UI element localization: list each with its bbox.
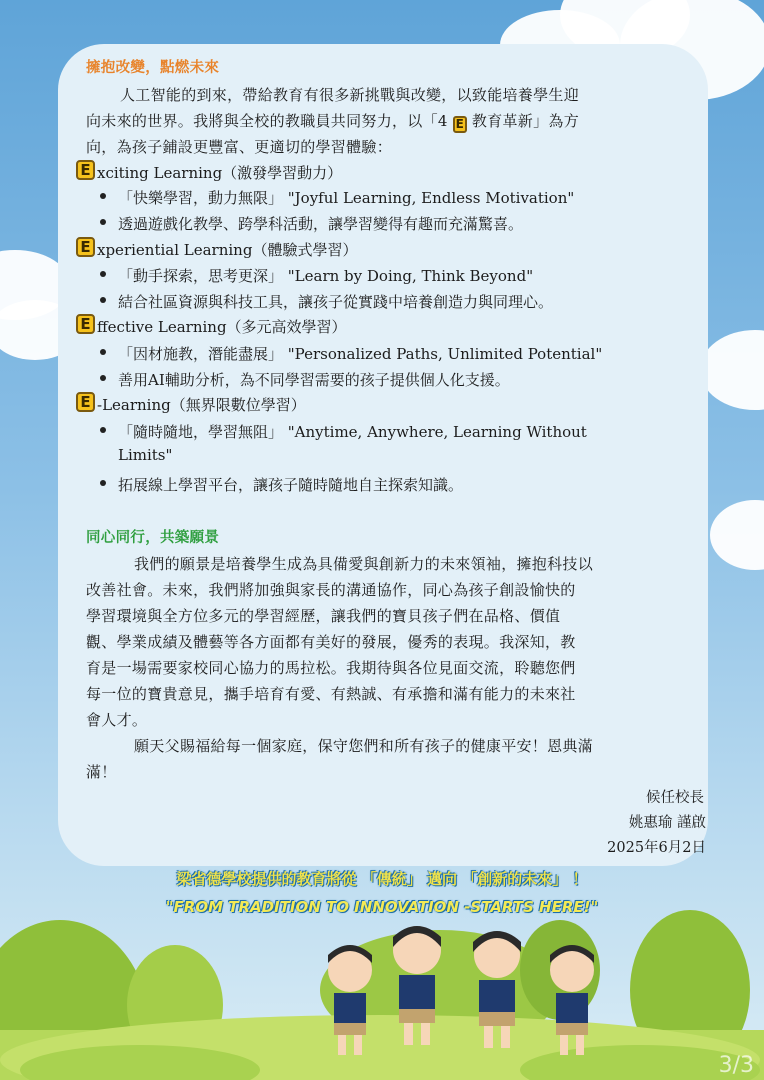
bullet-text: 「快樂學習，動力無限」 "Joyful Learning, Endless Motivation" xyxy=(118,189,575,207)
bullet-text-continued: Limits" xyxy=(118,446,173,464)
bullet-text: 結合社區資源與科技工具，讓孩子從實踐中培養創造力與同理心。 xyxy=(118,293,554,311)
bullet-dot-icon xyxy=(100,349,106,355)
banner-chinese: 梁省德學校提供的教育將從 「傳統」 邁向 「創新的未來」 ！ xyxy=(176,870,588,888)
e-badge-icon: E xyxy=(76,314,95,334)
section2-title: 同心同行，共築願景 xyxy=(86,529,220,546)
bullet-dot-icon xyxy=(100,219,106,225)
signature-name: 姚惠瑜 謹啟 xyxy=(628,815,706,831)
e-badge-icon: E xyxy=(76,392,95,412)
section1-title: 擁抱改變，點燃未來 xyxy=(86,59,220,76)
intro-line-3: 向，為孩子鋪設更豐富、更適切的學習體驗： xyxy=(86,138,393,156)
section2-line: 每一位的寶貴意見，攜手培育有愛、有熱誠、有承擔和滿有能力的未來社 xyxy=(86,685,576,703)
section2-line: 我們的願景是培養學生成為具備愛與創新力的未來領袖，擁抱科技以 xyxy=(134,555,594,573)
children-illustration-icon xyxy=(290,925,620,1055)
bullet-dot-icon xyxy=(100,427,106,433)
section2-line: 改善社會。未來，我們將加強與家長的溝通協作，同心為孩子創設愉快的 xyxy=(86,581,576,599)
section2-line: 滿！ xyxy=(86,763,117,781)
section2-line: 會人才。 xyxy=(86,711,148,729)
section2-line: 學習環境與全方位多元的學習經歷，讓我們的寶貝孩子們在品格、價值 xyxy=(86,607,561,625)
bullet-dot-icon xyxy=(100,297,106,303)
section2-line: 願天父賜福給每一個家庭，保守您們和所有孩子的健康平安！恩典滿 xyxy=(134,737,594,755)
signature-role: 候任校長 xyxy=(646,790,704,806)
bullet-dot-icon xyxy=(100,271,106,277)
item-heading-effective: ffective Learning（多元高效學習） xyxy=(97,318,347,336)
intro-line-2: 向未來的世界。我將與全校的教職員共同努力，以「4 E 教育革新」為方 xyxy=(86,112,580,131)
e-badge-icon: E xyxy=(76,160,95,180)
bullet-text: 「隨時隨地，學習無阻」 "Anytime, Anywhere, Learning Without xyxy=(118,423,587,441)
bullet-text: 透過遊戲化教學、跨學科活動，讓學習變得有趣而充滿驚喜。 xyxy=(118,215,524,233)
item-heading-elearning: -Learning（無界限數位學習） xyxy=(97,396,306,414)
section2-line: 育是一場需要家校同心協力的馬拉松。我期待與各位見面交流，聆聽您們 xyxy=(86,659,576,677)
bullet-text: 拓展線上學習平台，讓孩子隨時隨地自主探索知識。 xyxy=(118,476,464,494)
intro-line-1: 人工智能的到來，帶給教育有很多新挑戰與改變，以致能培養學生迎 xyxy=(120,86,580,104)
e-badge-inline-icon: E xyxy=(453,116,467,133)
bullet-dot-icon xyxy=(100,193,106,199)
page-number: 3/3 xyxy=(718,1053,754,1078)
bullet-text: 善用AI輔助分析，為不同學習需要的孩子提供個人化支援。 xyxy=(118,371,510,389)
e-badge-icon: E xyxy=(76,237,95,257)
signature-date: 2025年6月2日 xyxy=(607,840,706,856)
bullet-dot-icon xyxy=(100,480,106,486)
bullet-text: 「因材施教，潛能盡展」 "Personalized Paths, Unlimited Potential" xyxy=(118,345,603,363)
item-heading-experiential: xperiential Learning（體驗式學習） xyxy=(97,241,358,259)
bullet-dot-icon xyxy=(100,375,106,381)
item-heading-exciting: xciting Learning（激發學習動力） xyxy=(97,164,343,182)
bullet-text: 「動手探索，思考更深」 "Learn by Doing, Think Beyond" xyxy=(118,267,534,285)
section2-line: 觀、學業成績及體藝等各方面都有美好的發展，優秀的表現。我深知，教 xyxy=(86,633,576,651)
banner-english: "FROM TRADITION TO INNOVATION -STARTS HERE!" xyxy=(165,898,599,916)
